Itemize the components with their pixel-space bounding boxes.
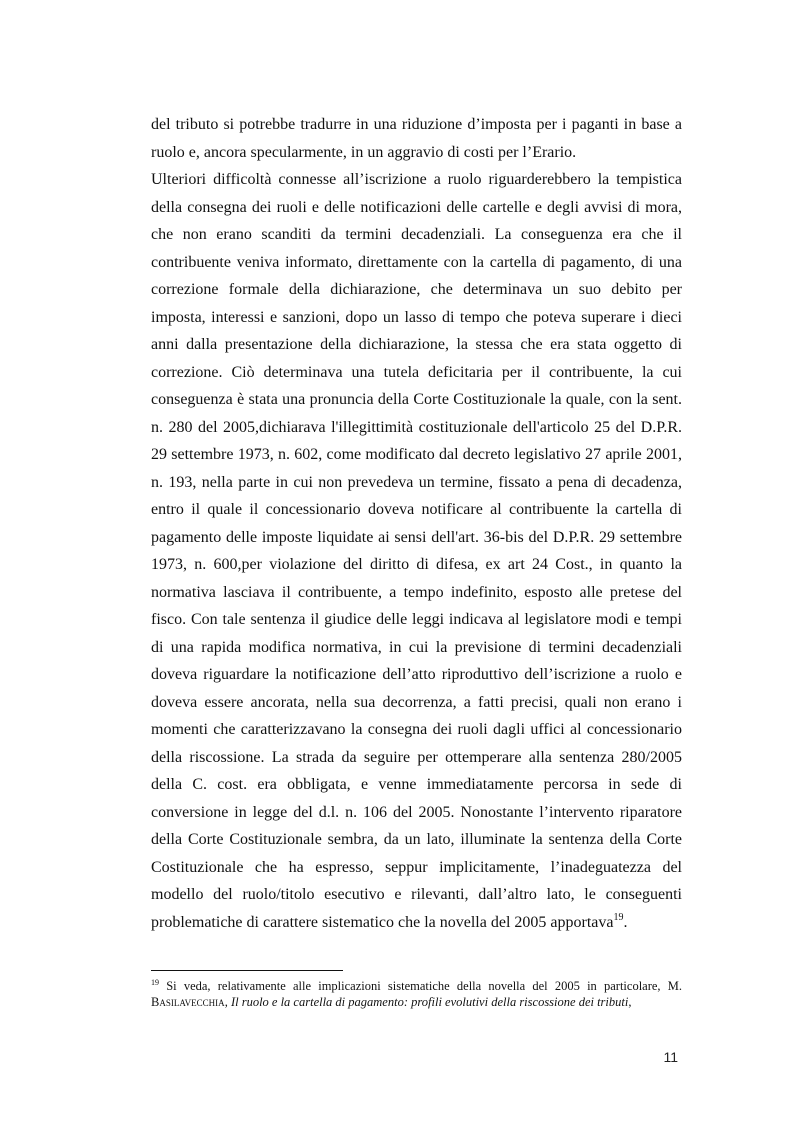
paragraph-text: Ulteriori difficoltà connesse all’iscrizione a ruolo riguarderebbero la tempistica della consegna dei ruoli e delle notificazioni delle cartelle e degli avvisi di mora, che non erano scanditi da termini decadenziali. La conseguenza era che il contribuente veniva informato, direttamente con la cartella di pagamento, di una correzione formale della dichiarazione, che determinava un suo debito per imposta, interessi e sanzioni, dopo un lasso di tempo che poteva superare i dieci anni dalla presentazione della dichiarazione, la stessa che era stata oggetto di correzione. Ciò determinava una tutela deficitaria per il contribuente, la cui conseguenza è stata una pronuncia della Corte Costituzionale la quale, con la sent. n. 280 del 2005,dichiarava l'illegittimità costituzionale dell'articolo 25 del D.P.R. 29 settembre 1973, n. 602, come modificato dal decreto legislativo 27 aprile 2001, n. 193, nella parte in cui non prevedeva un termine, fissato a pena di decadenza, entro il quale il concessionario doveva notificare al contribuente la cartella di pagamento delle imposte liquidate ai sensi dell'art. 36-bis del D.P.R. 29 settembre 1973, n. 600,per violazione del diritto di difesa, ex art 24 Cost., in quanto la normativa lasciava il contribuente, a tempo indefinito, esposto alle pretese del fisco. Con tale sentenza il giudice delle leggi indicava al legislatore modi e tempi di una rapida modifica normativa, in cui la previsione di termini decadenziali doveva riguardare la notificazione dell’atto riproduttivo dell’iscrizione a ruolo e doveva essere ancorata, nella sua decorrenza, a fatti precisi, quali non erano i momenti che caratterizzavano la consegna dei ruoli dagli uffici al concessionario della riscossione. La strada da seguire per ottemperare alla sentenza 280/2005 della C. cost. era obbligata, e venne immediatamente percorsa in sede di conversione in legge del d.l. n. 106 del 2005. Nonostante l’intervento riparatore della Corte Costituzionale sembra, da un lato, illuminate la sentenza della Corte Costituzionale che ha espresso, seppur implicitamente, l’inadeguatezza del modello del ruolo/titolo esecutivo e rilevanti, dall’altro lato, le conseguenti problematiche di carattere sistematico che la novella del 2005 apportava bbox=[151, 171, 682, 931]
footnote-separator-text: , bbox=[224, 995, 231, 1009]
footnote-reference: 19 bbox=[613, 911, 624, 923]
footnote-title: Il ruolo e la cartella di pagamento: profili evolutivi della riscossione dei tributi bbox=[230, 995, 629, 1009]
footnote bbox=[151, 978, 682, 1010]
paragraph: del tributo si potrebbe tradurre in una riduzione d’imposta per i paganti in base a ruolo e, ancora specularmente, in un aggravio di costi per l’Erario. bbox=[151, 116, 682, 161]
paragraph: Ulteriori difficoltà connesse all’iscrizione a ruolo riguarderebbero la tempistica della consegna dei ruoli e delle notificazioni delle cartelle e degli avvisi di mora, che non erano scanditi da termini decadenziali. La conseguenza era che il contribuente veniva informato, direttamente con la cartella di pagamento, di una correzione formale della dichiarazione, che determinava un suo debito per imposta, interessi e sanzioni, dopo un lasso di tempo che poteva superare i dieci anni dalla presentazione della dichiarazione, la stessa che era stata oggetto di correzione. Ciò determinava una tutela deficitaria per il contribuente, la cui conseguenza è stata una pronuncia della Corte Costituzionale la quale, con la sent. n. 280 del 2005,dichiarava l'illegittimità costituzionale dell'articolo 25 del D.P.R. 29 settembre 1973, n. 602, come modificato dal decreto legislativo 27 aprile 2001, n. 193, nella parte in cui non prevedeva un termine, fissato a pena di decadenza, entro il quale il concessionario doveva notificare al contribuente la cartella di pagamento delle imposte liquidate ai sensi dell'art. 36-bis del D.P.R. 29 settembre 1973, n. 600,per violazione del diritto di difesa, ex art 24 Cost., in quanto la normativa lasciava il contribuente, a tempo indefinito, esposto alle pretese del fisco. Con tale sentenza il giudice delle leggi indicava al legislatore modi e tempi di una rapida modifica normativa, in cui la previsione di termini decadenziali doveva riguardare la notificazione dell’atto riproduttivo dell’iscrizione a ruolo e doveva essere ancorata, nella sua decorrenza, a fatti precisi, quali non erano i momenti che caratterizzavano la consegna dei ruoli dagli uffici al concessionario della riscossione. La strada da seguire per ottemperare alla sentenza 280/2005 della C. cost. era obbligata, e venne immediatamente percorsa in sede di conversione in legge del d.l. n. 106 del 2005. Nonostante l’intervento riparatore della Corte Costituzionale sembra, da un lato, illuminate la sentenza della Corte Costituzionale che ha espresso, seppur implicitamente, l’inadeguatezza del modello del ruolo/titolo esecutivo e rilevanti, dall’altro lato, le conseguenti problematiche di carattere sistematico che la novella del 2005 apportava$^{19}$. bbox=[151, 171, 682, 931]
footnote-trailing: , bbox=[628, 995, 632, 1009]
body-text bbox=[151, 111, 682, 936]
footnote-number: 19 bbox=[151, 978, 159, 987]
footnote-author: Basilavecchia bbox=[151, 995, 225, 1009]
page-number: 11 bbox=[663, 1049, 678, 1065]
footnote-text: Si veda, relativamente alle implicazioni sistematiche della novella del 2005 in particolare, M. bbox=[159, 979, 682, 993]
footnote-separator bbox=[151, 970, 343, 971]
